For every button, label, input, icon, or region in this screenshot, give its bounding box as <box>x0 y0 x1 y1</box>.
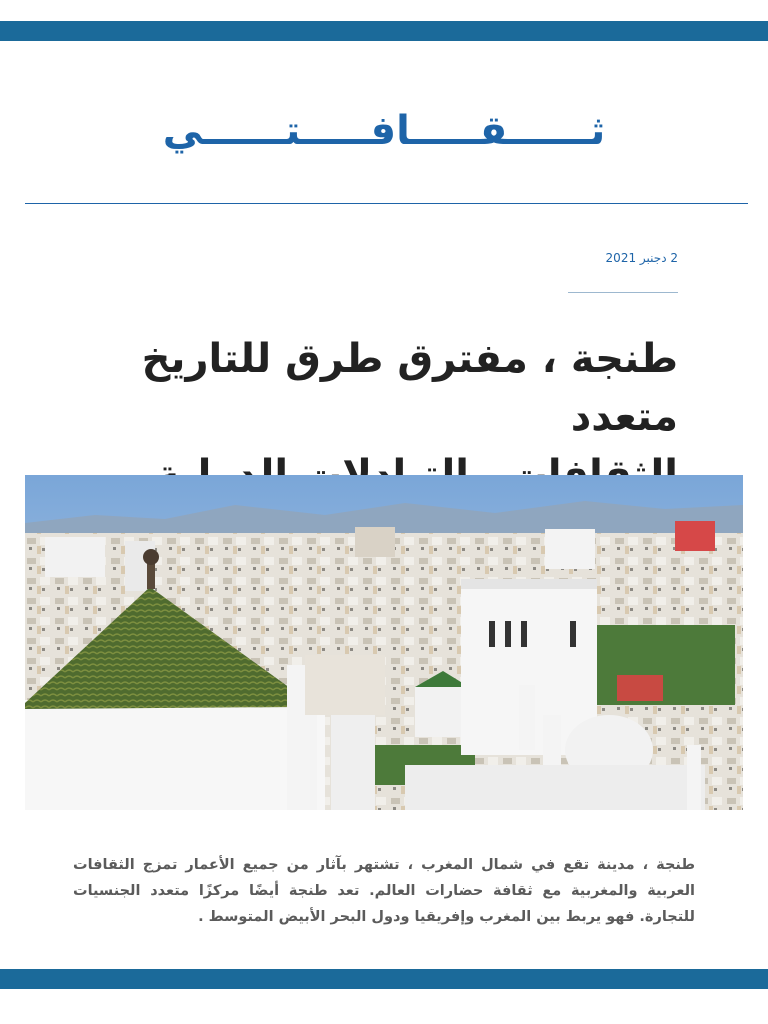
bottom-bar <box>0 969 768 989</box>
article-body: طنجة ، مدينة تقع في شمال المغرب ، تشتهر بآثار من جميع الأعمار تمزج الثقافات العربية والمغربية مع ثقافة حضارات العالم. تعد طنجة أيضًا مركزًا متعدد الجنسيات للتجارة. فهو يربط بين المغرب وإفريقيا ودول البحر الأبيض المتوسط . <box>73 857 695 925</box>
top-bar <box>0 21 768 41</box>
magazine-title: ثــــــقـــــافـــــتــــــي <box>162 108 606 154</box>
header-divider <box>25 203 748 204</box>
article-date: 2 دجنبر 2021 <box>605 251 678 265</box>
date-divider <box>568 292 678 293</box>
tangier-city-photo <box>25 475 743 810</box>
headline-line-1: طنجة ، مفترق طرق للتاريخ متعدد <box>141 336 678 440</box>
